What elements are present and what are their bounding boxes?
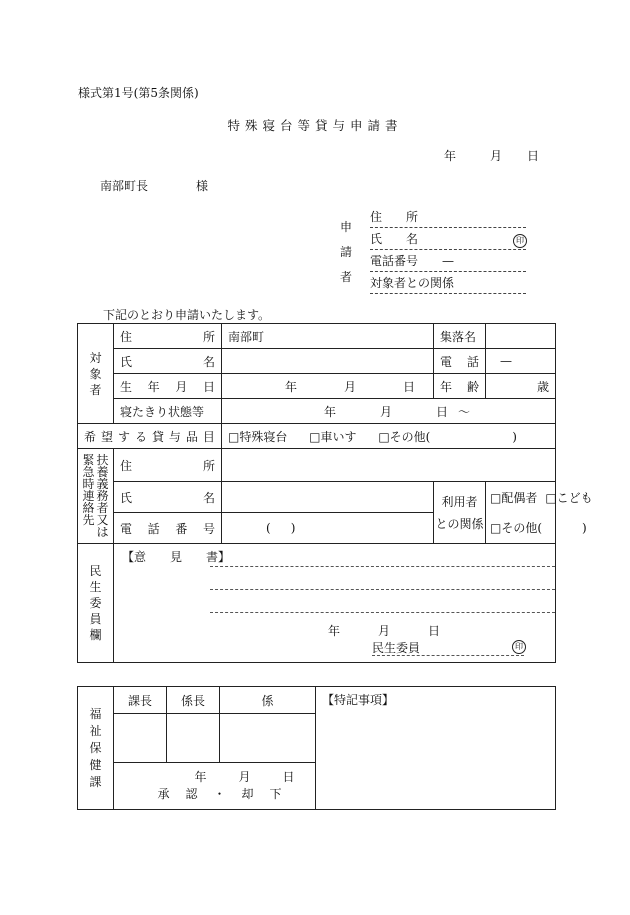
target-vertical-label: 対 象 者 [78,324,114,424]
guardian-phone-value[interactable]: ( ) [222,513,434,544]
target-village-value[interactable] [486,324,556,349]
approval-reject-label[interactable]: 承 認 ・ 却 下 [157,787,282,801]
commissioner-vertical-label: 民 生 委 員 欄 [78,544,114,663]
guardian-address-value[interactable] [222,449,556,482]
stamp-box-staff[interactable] [220,714,316,763]
applicant-address-label: 住 所 [370,210,419,224]
target-phone-value[interactable]: — [486,349,556,374]
office-header-section-chief: 課長 [114,687,167,714]
target-address-label: 住 所 [114,324,222,349]
items-label: 希 望 す る 貸 与 品 目 [78,424,222,449]
addressee-name: 南部町長 [100,179,149,193]
applicant-relation-label: 対象者との関係 [370,276,455,290]
target-birth-label: 生 年 月 日 [114,374,222,399]
office-header-staff: 係 [220,687,316,714]
target-phone-label: 電 話 [434,349,486,374]
document-title: 特殊寝台等貸与申請書 [227,118,403,133]
intro-text: 下記のとおり申請いたします。 [103,308,271,322]
date-year: 年 [444,149,457,163]
target-bedridden-value[interactable]: 年 月 日 〜 [222,399,556,424]
target-village-label: 集落名 [434,324,486,349]
commissioner-signature-label: 民生委員 [372,641,421,655]
office-date: 年 月 日 [194,770,295,784]
option-wheelchair-checkbox[interactable]: □車いす [309,429,357,444]
office-use-table [77,686,556,810]
office-header-subsection-chief: 係長 [167,687,220,714]
guardian-relation-options [486,482,593,544]
option-other-checkbox[interactable]: □その他( [378,429,431,444]
applicant-name-field[interactable] [370,229,526,250]
stamp-box-subsection-chief[interactable] [167,714,220,763]
applicant-vertical-label: 申 請 者 [339,220,352,284]
office-dept-vertical-label: 福 祉 保 健 課 [78,687,114,810]
form-number: 様式第1号(第5条関係) [78,86,199,100]
office-notes-area[interactable] [316,687,556,810]
target-name-value[interactable] [222,349,434,374]
target-birth-value[interactable]: 年 月 日 [222,374,434,399]
target-address-value[interactable]: 南部町 [222,324,434,349]
guardian-name-value[interactable] [222,482,434,513]
target-age-value[interactable]: 歳 [486,374,556,399]
applicant-phone-dash: — [442,254,455,268]
applicant-address-field[interactable] [370,207,526,228]
option-other-close-paren: ) [512,429,517,444]
target-name-label: 氏 名 [114,349,222,374]
relation-spouse-checkbox[interactable]: □配偶者 [490,490,538,505]
target-age-label: 年 齢 [434,374,486,399]
guardian-phone-label: 電 話 番 号 [114,513,222,544]
option-special-bed-checkbox[interactable]: □特殊寝台 [228,429,288,444]
items-options [222,424,556,449]
document-date [444,147,539,164]
office-notes-title: 【特記事項】 [322,693,395,707]
opinion-title: 【意 見 書】 [122,550,231,564]
office-approval-area [114,763,316,810]
opinion-line [210,612,555,613]
applicant-phone-field[interactable] [370,251,526,272]
addressee [100,177,208,194]
applicant-seal-icon: 印 [513,234,527,248]
relation-child-checkbox[interactable]: □こども [545,490,593,505]
applicant-name-label: 氏 名 [370,232,419,246]
opinion-date: 年 月 日 [328,624,441,638]
date-day: 日 [527,149,540,163]
applicant-relation-field[interactable] [370,273,526,294]
target-bedridden-label: 寝たきり状態等 [114,399,222,424]
opinion-area[interactable] [114,544,556,663]
relation-other-close-paren: ) [582,520,587,535]
application-table [77,323,593,663]
guardian-relation-label: 利用者 との関係 [434,482,486,544]
applicant-phone-label: 電話番号 [370,254,419,268]
opinion-line [210,566,555,567]
guardian-name-label: 氏 名 [114,482,222,513]
commissioner-signature-field[interactable] [372,639,524,656]
relation-other-checkbox[interactable]: □その他( [490,520,543,535]
opinion-line [210,589,555,590]
guardian-address-label: 住 所 [114,449,222,482]
commissioner-seal-icon: 印 [512,640,526,654]
guardian-vertical-label: 扶 養 義 務 者 又 は 緊 急 時 連 絡 先 [78,449,114,544]
addressee-suffix: 様 [196,179,209,193]
date-month: 月 [490,149,503,163]
stamp-box-section-chief[interactable] [114,714,167,763]
